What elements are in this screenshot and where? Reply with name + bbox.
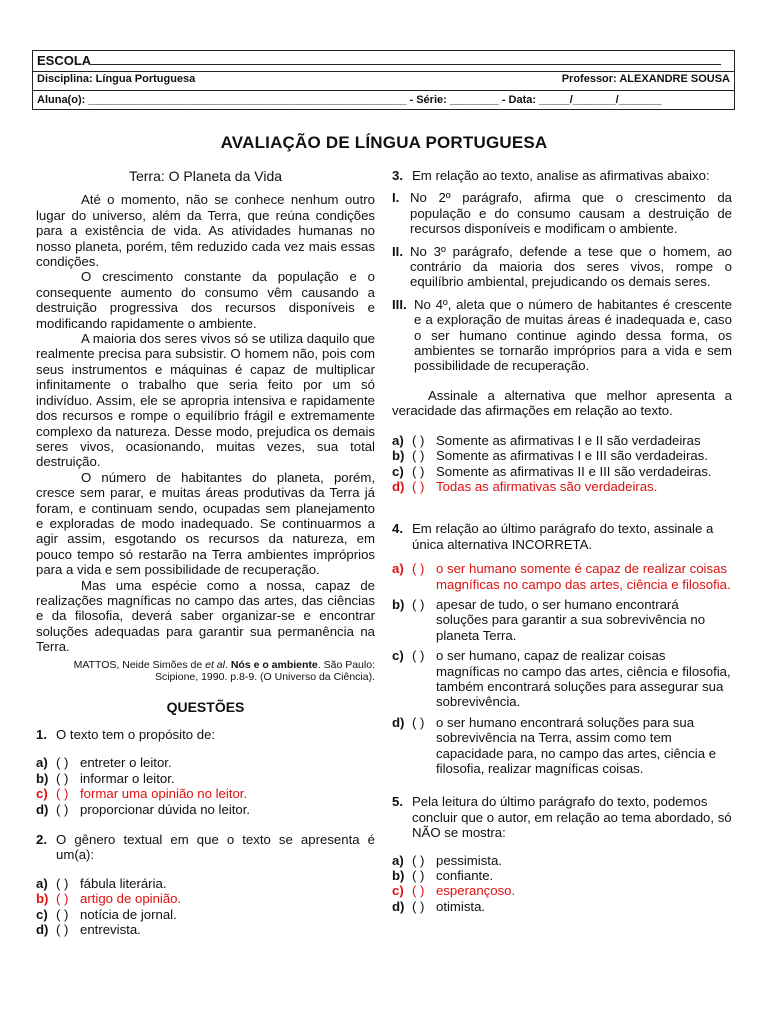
- question-text: Em relação ao último parágrafo do texto, assinale a única alternativa INCORRETA.: [412, 521, 714, 552]
- option-checkbox[interactable]: ( ): [412, 898, 425, 914]
- option-text: artigo de opinião.: [80, 891, 182, 907]
- student-row: [33, 90, 734, 106]
- option-letter: a): [392, 561, 404, 577]
- option-text: Somente as afirmativas I e III são verdadeiras.: [436, 448, 708, 464]
- question-4-options: [392, 561, 732, 776]
- header-box: [32, 50, 735, 110]
- option-checkbox[interactable]: ( ): [412, 852, 425, 868]
- question-number: 3.: [392, 168, 403, 183]
- option-a[interactable]: [392, 853, 732, 868]
- text-title: Terra: O Planeta da Vida: [128, 168, 283, 184]
- option-text: notícia de jornal.: [80, 906, 177, 922]
- question-number: 2.: [36, 832, 47, 848]
- option-checkbox[interactable]: ( ): [56, 755, 69, 771]
- option-b[interactable]: [36, 771, 375, 786]
- question-number: 4.: [392, 521, 403, 537]
- option-text: fábula literária.: [80, 875, 167, 891]
- option-a[interactable]: [392, 561, 732, 592]
- school-blank: [91, 54, 721, 65]
- option-b[interactable]: [392, 868, 732, 883]
- text-paragraph-1: Até o momento, não se conhece nenhum outro lugar do universo, além da Terra, que reúna condições para a existência de vida. As atividades humanas no nosso planeta, porém, têm reduzido cada vez mais essas condições.: [36, 192, 375, 270]
- question-3-instruction: Assinale a alternativa que melhor apresenta a veracidade das afirmações em relação ao texto.: [392, 387, 732, 419]
- statement-text: No 2º parágrafo, afirma que o crescimento da população e do consumo causam a destruição de recursos disponíveis e modificam o ambiente.: [410, 190, 732, 237]
- option-letter: d): [392, 714, 405, 730]
- option-checkbox[interactable]: ( ): [56, 801, 69, 817]
- option-letter: b): [36, 770, 49, 786]
- option-text: proporcionar dúvida no leitor.: [80, 801, 251, 817]
- professor-label: Professor: ALEXANDRE SOUSA: [561, 73, 730, 85]
- option-checkbox[interactable]: ( ): [412, 448, 425, 464]
- statement-text: No 4º, aleta que o número de habitantes é crescente e a exploração de muitas áreas é inadequada e, caso o ser humano continue agindo dessa forma, os ambientes se tornarão impróprios para a vida e sem possibilidade de recuperação.: [414, 296, 732, 374]
- left-column: [36, 168, 375, 937]
- option-text: pessimista.: [436, 852, 502, 868]
- option-text: entreter o leitor.: [80, 755, 172, 771]
- option-text: informar o leitor.: [80, 770, 175, 786]
- option-c[interactable]: [392, 648, 732, 710]
- option-letter: a): [392, 852, 404, 868]
- option-letter: b): [392, 448, 405, 464]
- option-d[interactable]: [392, 715, 732, 777]
- source-etal: et al: [205, 658, 225, 671]
- option-checkbox[interactable]: ( ): [56, 922, 69, 938]
- option-checkbox[interactable]: ( ): [412, 561, 425, 577]
- option-letter: c): [392, 463, 404, 479]
- statement-numeral: I.: [392, 190, 400, 206]
- text-paragraph-5: Mas uma espécie como a nossa, capaz de realizações magníficas no campo das artes, das ciências e da filosofia, deverá saber organizar-se e encontrar soluções adequadas para garantir sua permanência na Terra.: [36, 577, 375, 655]
- question-text: O gênero textual em que o texto se apresenta é um(a):: [56, 832, 375, 863]
- question-text: Pela leitura do último parágrafo do texto, podemos concluir que o autor, em relação ao tema abordado, só NÃO se mostra:: [412, 794, 732, 841]
- option-letter: d): [392, 898, 405, 914]
- option-letter: a): [36, 755, 48, 771]
- option-d[interactable]: [36, 802, 375, 817]
- option-letter: c): [392, 648, 404, 664]
- question-5: [392, 794, 732, 840]
- source-book: Nós e o ambiente: [230, 658, 318, 671]
- option-a[interactable]: [392, 433, 732, 448]
- option-checkbox[interactable]: ( ): [412, 463, 425, 479]
- option-a[interactable]: [36, 876, 375, 891]
- statement-ii: [392, 244, 732, 290]
- option-d[interactable]: [392, 479, 732, 494]
- option-text: apesar de tudo, o ser humano encontrará soluções para garantir a sua sobrevivência no planeta Terra.: [436, 596, 706, 643]
- statement-numeral: III.: [392, 296, 407, 312]
- option-text: otimista.: [436, 898, 486, 914]
- statement-iii: [392, 297, 732, 374]
- text-source: [36, 659, 375, 684]
- option-letter: c): [392, 883, 404, 899]
- option-checkbox[interactable]: ( ): [412, 432, 425, 448]
- option-checkbox[interactable]: ( ): [412, 478, 425, 494]
- option-text: Somente as afirmativas II e III são verdadeiras.: [436, 463, 712, 479]
- option-checkbox[interactable]: ( ): [56, 770, 69, 786]
- statement-text: No 3º parágrafo, defende a tese que o homem, ao contrário da maioria dos seres vivos, rompe o equilíbrio ambiental, prejudicando os demais seres.: [410, 243, 732, 290]
- option-letter: d): [392, 478, 405, 494]
- option-letter: d): [36, 801, 49, 817]
- option-letter: d): [36, 922, 49, 938]
- option-checkbox[interactable]: ( ): [412, 714, 425, 730]
- option-text: esperançoso.: [436, 883, 516, 899]
- question-3-statements: [392, 190, 732, 373]
- option-letter: b): [392, 868, 405, 884]
- option-letter: c): [36, 906, 48, 922]
- school-label: ESCOLA: [37, 53, 92, 68]
- option-d[interactable]: [36, 922, 375, 937]
- right-column: [392, 168, 732, 914]
- option-b[interactable]: [36, 891, 375, 906]
- source-prefix: MATTOS, Neide Simões de: [73, 658, 206, 671]
- option-checkbox[interactable]: ( ): [56, 875, 69, 891]
- question-1: [36, 727, 375, 742]
- option-letter: a): [392, 432, 404, 448]
- option-b[interactable]: [392, 448, 732, 463]
- question-text: Em relação ao texto, analise as afirmativas abaixo:: [412, 168, 710, 183]
- text-paragraph-3: A maioria dos seres vivos só se utiliza daquilo que realmente precisa para subsistir. O homem não, pois com seus instrumentos e máquinas é capaz de multiplicar infinitamente o trabalho que seria feito por um só indivíduo. Assim, ele se apropria intensiva e rapidamente dos recursos e rompe o equilíbrio frágil e extremamente complexo da natureza. Desse modo, prejudica os demais seres vivos, ocasionando, muitas vezes, sua total destruição.: [36, 331, 375, 470]
- school-line: [37, 53, 730, 68]
- option-checkbox[interactable]: ( ): [412, 883, 425, 899]
- question-1-options: [36, 755, 375, 817]
- question-2: [36, 832, 375, 863]
- option-checkbox[interactable]: ( ): [56, 891, 69, 907]
- text-paragraph-4: O número de habitantes do planeta, porém, cresce sem parar, e muitas áreas produtivas da Terra já foram, e continuam sendo, ocupadas sem planejamento e exploradas de modo inadequado. Se continuarmos a agir assim, esgotando os recursos da natureza, em pouco tempo só restarão na Terra ambientes impróprios para a vida e sem possibilidade de recuperação.: [36, 469, 375, 578]
- option-checkbox[interactable]: ( ): [56, 786, 69, 802]
- statement-numeral: II.: [392, 243, 403, 259]
- option-b[interactable]: [392, 597, 732, 643]
- option-checkbox[interactable]: ( ): [412, 648, 425, 664]
- option-c[interactable]: [36, 907, 375, 922]
- question-number: 1.: [36, 727, 47, 742]
- option-letter: b): [392, 596, 405, 612]
- question-3: [392, 168, 732, 183]
- statement-i: [392, 190, 732, 236]
- discipline-row: [33, 71, 734, 85]
- option-text: o ser humano encontrará soluções para sua sobrevivência na Terra, assim como tem capacidade para, no campo das artes, ciência e filosofia, realizar magníficas coisas.: [436, 714, 717, 776]
- question-3-options: [392, 433, 732, 495]
- option-text: Somente as afirmativas I e II são verdadeiras: [436, 432, 701, 448]
- option-letter: b): [36, 891, 49, 907]
- student-line: Aluna(o): ____________________________________________________ - Série: ________ - Data: _____/_______/_______: [37, 94, 662, 106]
- source-suffix: . São Paulo: Scipione, 1990. p.8-9. (O Universo da Ciência).: [154, 658, 375, 684]
- discipline-label: Disciplina: Língua Portuguesa: [37, 73, 196, 85]
- option-text: o ser humano somente é capaz de realizar coisas magníficas no campo das artes, ciência e filosofia.: [436, 561, 731, 592]
- source-dot: .: [224, 658, 231, 671]
- option-text: Todas as afirmativas são verdadeiras.: [436, 478, 658, 494]
- option-text: o ser humano, capaz de realizar coisas magníficas no campo das artes, ciência e filosofia, também encontrará soluções para assegurar sua sobrevivência.: [436, 648, 731, 710]
- question-text: O texto tem o propósito de:: [56, 727, 216, 742]
- question-2-options: [36, 876, 375, 938]
- option-a[interactable]: [36, 755, 375, 770]
- text-paragraph-2: O crescimento constante da população e o consequente aumento do consumo vêm causando a destruição progressiva dos recursos disponíveis e modificando rapidamente o ambiente.: [36, 269, 375, 331]
- questions-heading: QUESTÕES: [166, 698, 245, 715]
- question-number: 5.: [392, 794, 403, 810]
- option-text: entrevista.: [80, 922, 141, 938]
- option-text: confiante.: [436, 868, 494, 884]
- option-letter: c): [36, 786, 48, 802]
- option-letter: a): [36, 875, 48, 891]
- option-d[interactable]: [392, 899, 732, 914]
- page-title: AVALIAÇÃO DE LÍNGUA PORTUGUESA: [220, 133, 548, 152]
- question-5-options: [392, 853, 732, 915]
- option-checkbox[interactable]: ( ): [56, 906, 69, 922]
- option-text: formar uma opinião no leitor.: [80, 786, 248, 802]
- question-4: [392, 521, 732, 552]
- option-c[interactable]: [36, 786, 375, 801]
- option-c[interactable]: [392, 464, 732, 479]
- option-checkbox[interactable]: ( ): [412, 596, 425, 612]
- option-c[interactable]: [392, 883, 732, 898]
- option-checkbox[interactable]: ( ): [412, 868, 425, 884]
